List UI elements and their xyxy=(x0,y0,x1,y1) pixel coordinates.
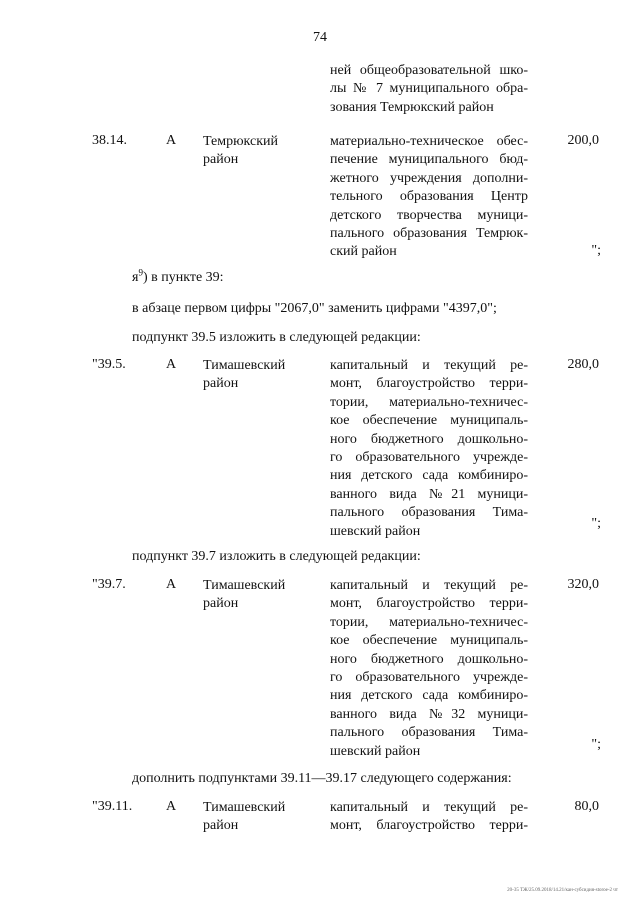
paragraph-subitem-39-7: подпункт 39.7 изложить в следующей редакции: xyxy=(132,549,421,564)
description-line: детского творчества муници- xyxy=(330,207,528,223)
description-line: зования Темрюкский район xyxy=(330,99,494,115)
row-category: А xyxy=(166,357,177,372)
row-category: А xyxy=(166,799,177,814)
description-line: ванного вида №21 муници- xyxy=(330,486,528,502)
paragraph-subitem-39-5: подпункт 39.5 изложить в следующей редакции: xyxy=(132,330,421,345)
description-line: тории, материально-техничес- xyxy=(330,394,528,410)
description-line: монт, благоустройство терри- xyxy=(330,596,528,612)
description-line: жетного учреждения дополни- xyxy=(330,170,528,186)
row-closing-quote: "; xyxy=(591,516,601,531)
row-number: "39.7. xyxy=(92,577,126,592)
description-line: ванного вида №32 муници- xyxy=(330,706,528,722)
row-description xyxy=(330,357,528,541)
row-municipality: Тимашевский район xyxy=(203,358,286,391)
row-amount: 320,0 xyxy=(567,577,599,592)
row-amount: 80,0 xyxy=(574,799,599,814)
description-line: капитальный и текущий ре- xyxy=(330,578,528,593)
row-category: А xyxy=(166,133,177,148)
description-line: ного бюджетного дошкольно- xyxy=(330,651,528,667)
description-line: ного бюджетного дошкольно- xyxy=(330,431,528,447)
description-line: ский район xyxy=(330,244,397,260)
row-amount: 280,0 xyxy=(567,357,599,372)
row-description xyxy=(330,799,528,836)
paragraph-text: ) в пункте 39: xyxy=(142,270,224,285)
description-line: пального образования Темрюк- xyxy=(330,226,528,242)
description-line: тории, материально-техничес- xyxy=(330,614,528,630)
description-line: кое обеспечение муниципаль- xyxy=(330,633,528,649)
paragraph-add-subitems: дополнить подпунктами 39.11—39.17 следующего содержания: xyxy=(132,771,512,786)
row-description xyxy=(330,577,528,761)
row-category: А xyxy=(166,577,177,592)
row-number: "39.5. xyxy=(92,357,126,372)
paragraph-superscript: 9 xyxy=(138,267,143,278)
paragraph-prefix: я xyxy=(132,270,139,285)
description-line: ния детского сада комбиниро- xyxy=(330,468,528,484)
row-municipality: Тимашевский район xyxy=(203,578,286,611)
description-line: монт, благоустройство терри- xyxy=(330,818,528,834)
description-line: капитальный и текущий ре- xyxy=(330,800,528,815)
description-line: тельного образования Центр xyxy=(330,189,528,205)
description-line: печение муниципального бюд- xyxy=(330,152,528,168)
row-description xyxy=(330,133,528,262)
description-line: шевский район xyxy=(330,523,421,539)
row-municipality: Темрюкский район xyxy=(203,134,279,167)
page-number: 74 xyxy=(313,30,327,45)
description-line: ней общеобразовательной шко- xyxy=(330,63,528,78)
paragraph-item-ya9 xyxy=(132,267,224,286)
row-number: "39.11. xyxy=(92,799,133,814)
continuation-description xyxy=(330,62,528,117)
row-closing-quote: "; xyxy=(591,737,601,752)
description-line: пального образования Тима- xyxy=(330,725,528,741)
paragraph-replace-figures: в абзаце первом цифры "2067,0" заменить цифрами "4397,0"; xyxy=(132,301,497,316)
description-line: го образовательного учрежде- xyxy=(330,450,528,466)
description-line: материально-техническое обес- xyxy=(330,134,528,149)
description-line: монт, благоустройство терри- xyxy=(330,376,528,392)
description-line: шевский район xyxy=(330,743,421,759)
document-footer-code: 20-35 ТЖ/25.09.2018/14.21/кан-субсидия-storoe-2 чт xyxy=(507,888,618,893)
description-line: ния детского сада комбиниро- xyxy=(330,688,528,704)
description-line: пального образования Тима- xyxy=(330,505,528,521)
description-line: лы № 7 муниципального обра- xyxy=(330,81,528,97)
row-municipality: Тимашевский район xyxy=(203,800,286,833)
row-closing-quote: "; xyxy=(591,243,601,258)
row-amount: 200,0 xyxy=(567,133,599,148)
description-line: капитальный и текущий ре- xyxy=(330,358,528,373)
description-line: го образовательного учрежде- xyxy=(330,670,528,686)
description-line: кое обеспечение муниципаль- xyxy=(330,413,528,429)
row-number: 38.14. xyxy=(92,133,127,148)
